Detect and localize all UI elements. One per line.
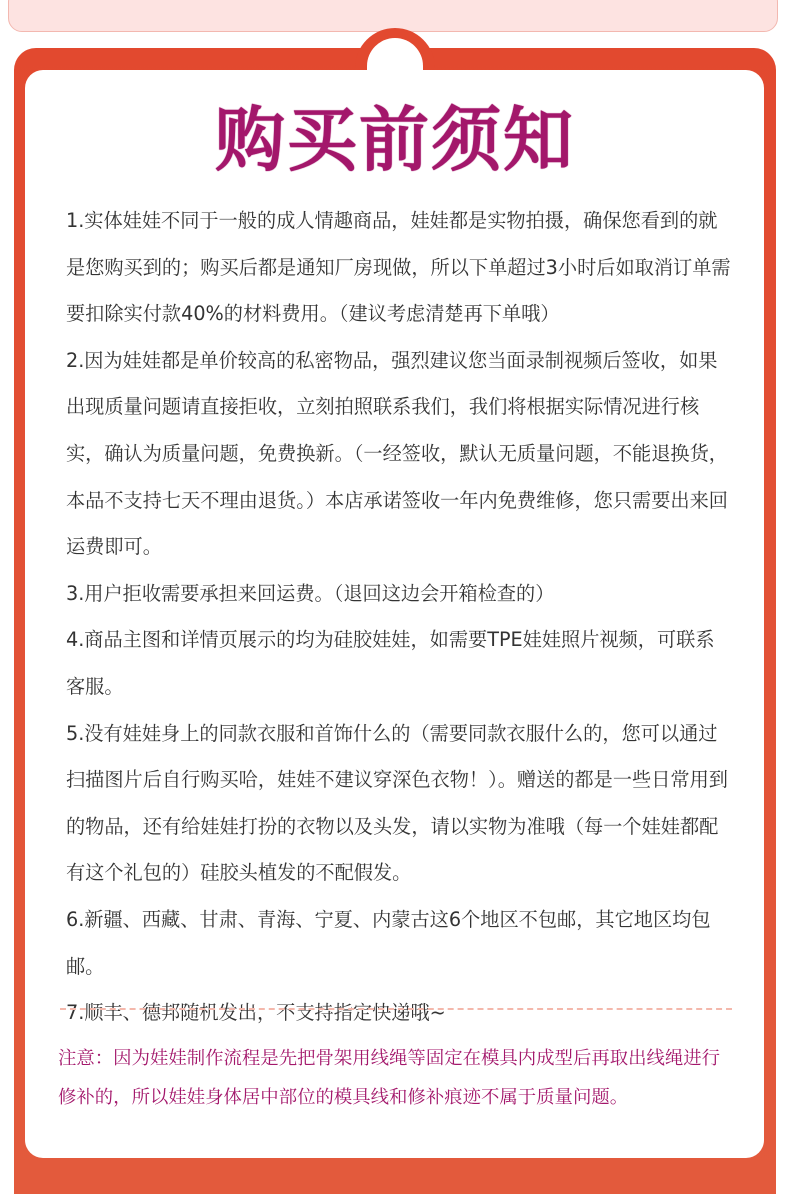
notice-item-4: 4.商品主图和详情页展示的均为硅胶娃娃，如需要TPE娃娃照片视频，可联系客服。 bbox=[66, 628, 715, 698]
page-title: 购买前须知 bbox=[215, 99, 575, 181]
frame-tab-decoration bbox=[355, 28, 435, 68]
notice-item-5: 5.没有娃娃身上的同款衣服和首饰什么的（需要同款衣服什么的，您可以通过扫描图片后自行购买哈，娃娃不建议穿深色衣物！）。赠送的都是一些日常用到的物品，还有给娃娃打扮的衣物以及头发，请以实物为准哦（每一个娃娃都配有这个礼包的）硅胶头植发的不配假发。 bbox=[66, 721, 728, 885]
notice-item-1: 1.实体娃娃不同于一般的成人情趣商品，娃娃都是实物拍摄，确保您看到的就是您购买到的；购买后都是通知厂房现做，所以下单超过3小时后如取消订单需要扣除实付款40%的材料费用。（建议考虑清楚再下单哦） bbox=[66, 209, 731, 326]
note-block bbox=[58, 1040, 738, 1117]
notice-item-7: 7.顺丰、德邦随机发出，不支持指定快递哦~ bbox=[66, 1001, 446, 1025]
dashed-divider bbox=[60, 1008, 732, 1010]
notice-item-3: 3.用户拒收需要承担来回运费。（退回这边会开箱检查的） bbox=[66, 581, 555, 605]
notice-item-2: 2.因为娃娃都是单价较高的私密物品，强烈建议您当面录制视频后签收，如果出现质量问题请直接拒收，立刻拍照联系我们，我们将根据实际情况进行核实，确认为质量问题，免费换新。（一经签收，默认无质量问题，不能退换货，本品不支持七天不理由退货。）本店承诺签收一年内免费维修，您只需要出来回运费即可。 bbox=[66, 348, 728, 559]
note-text: 注意：因为娃娃制作流程是先把骨架用线绳等固定在模具内成型后再取出线绳进行修补的，所以娃娃身体居中部位的模具线和修补痕迹不属于质量问题。 bbox=[58, 1048, 721, 1108]
notice-list bbox=[66, 198, 732, 1037]
notice-item-6: 6.新疆、西藏、甘肃、青海、宁夏、内蒙古这6个地区不包邮，其它地区均包邮。 bbox=[66, 907, 711, 978]
